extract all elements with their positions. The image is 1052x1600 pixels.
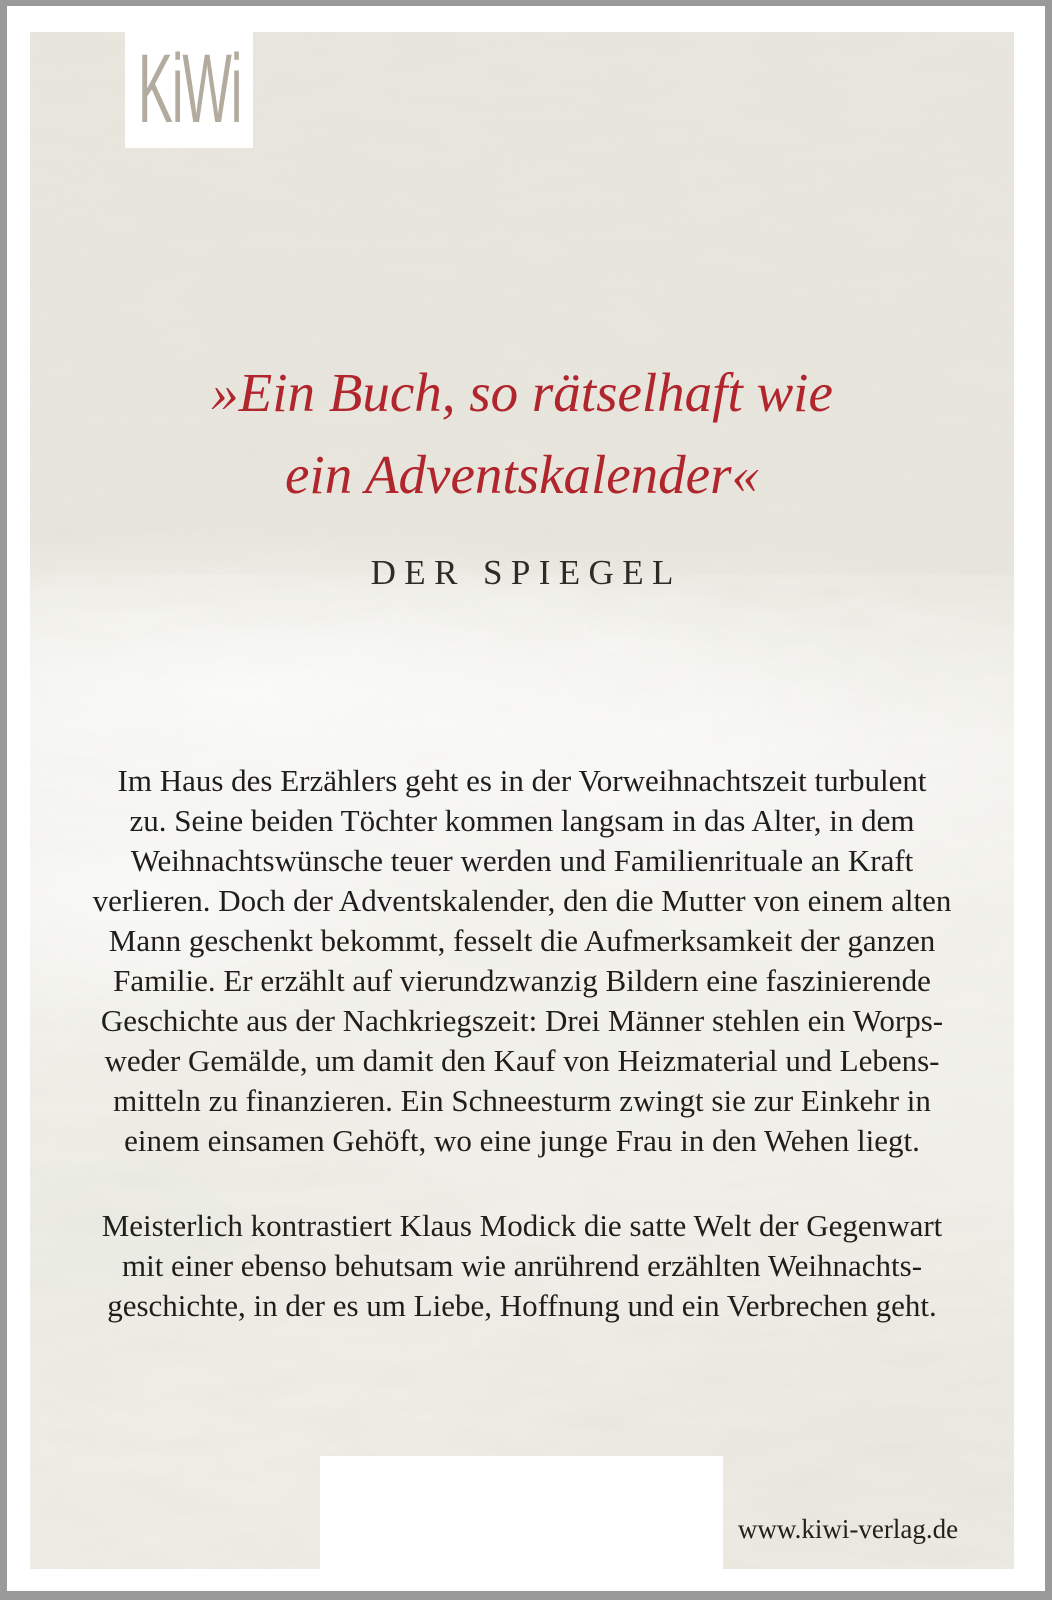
review-quote [30, 352, 1014, 516]
barcode-placeholder [320, 1456, 723, 1569]
blurb-line: Mann geschenkt bekommt, fesselt die Aufmerksamkeit der ganzen [108, 923, 936, 958]
blurb-line: einem einsamen Gehöft, wo eine junge Frau in den Wehen liegt. [124, 1123, 920, 1158]
quote-source: DER SPIEGEL [370, 553, 682, 592]
blurb-line: zu. Seine beiden Töchter kommen langsam in das Alter, in dem [129, 803, 915, 838]
blurb-line: verlieren. Doch der Adventskalender, den die Mutter von einem alten [92, 883, 952, 918]
blurb-line: Geschichte aus der Nachkriegszeit: Drei Männer stehlen ein Worps- [100, 1003, 944, 1038]
blurb-line: weder Gemälde, um damit den Kauf von Heizmaterial und Lebens- [104, 1043, 940, 1078]
paper-texture-background [30, 32, 1014, 1569]
blurb-line: Weihnachtswünsche teuer werden und Familienrituale an Kraft [130, 843, 914, 878]
kiwi-publisher-logo [125, 32, 253, 148]
blurb-line: Meisterlich kontrastiert Klaus Modick die satte Welt der Gegenwart [101, 1208, 943, 1243]
blurb-line: geschichte, in der es um Liebe, Hoffnung und ein Verbrechen geht. [107, 1288, 937, 1323]
blurb-line: Im Haus des Erzählers geht es in der Vorweihnachtszeit turbulent [117, 763, 927, 798]
cover-content [30, 32, 1014, 1569]
blurb-text [30, 761, 1014, 1326]
kiwi-logo-text: KiWi [138, 34, 242, 143]
blurb-line: mit einer ebenso behutsam wie anrührend erzählten Weihnachts- [121, 1248, 923, 1283]
publisher-website: www.kiwi-verlag.de [737, 1514, 959, 1544]
review-quote-line-1: »Ein Buch, so rätselhaft wie [211, 362, 833, 423]
blurb-line: Familie. Er erzählt auf vierundzwanzig Bildern eine faszinierende [113, 963, 931, 998]
blurb-paragraph-2 [30, 1206, 1014, 1326]
review-quote-line-2: ein Adventskalender« [285, 444, 759, 505]
cover-page [7, 6, 1045, 1591]
blurb-line: mitteln zu finanzieren. Ein Schneesturm zwingt sie zur Einkehr in [113, 1083, 931, 1118]
blurb-paragraph-1 [30, 761, 1014, 1161]
